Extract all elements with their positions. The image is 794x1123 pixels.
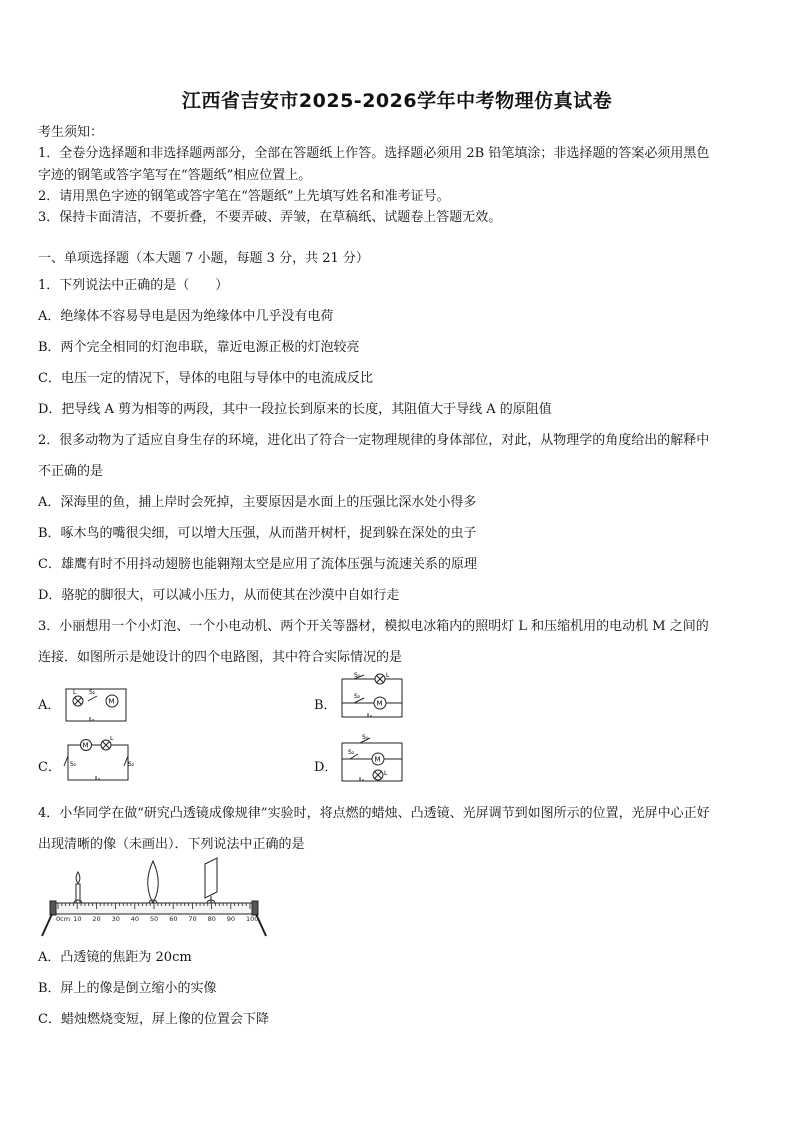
- bench-tick-label: 90: [226, 915, 236, 923]
- question-2-stem-b: 不正确的是: [38, 464, 104, 479]
- bench-tick-label: 100: [246, 915, 259, 923]
- page-title: 江西省吉安市2025-2026学年中考物理仿真试卷: [181, 90, 613, 112]
- label-L: L: [384, 770, 388, 777]
- question-2-option-b: B．啄木鸟的嘴很尖细，可以增大压强，从而凿开树杆，捉到躲在深处的虫子: [38, 526, 477, 541]
- bench-tick-label: 50: [150, 915, 159, 923]
- label-S1: S₁: [354, 672, 361, 679]
- label-M: M: [108, 697, 115, 706]
- notice-heading: 考生须知：: [38, 125, 104, 140]
- bench-tick-label: 30: [111, 915, 120, 923]
- question-1-option-a: A．绝缘体不容易导电是因为绝缘体中几乎没有电荷: [38, 309, 334, 324]
- question-3-stem-a: 3．小丽想用一个小灯泡、一个小电动机、两个开关等器材，模拟电冰箱内的照明灯 L 和压缩机用的电动机 M 之间的: [38, 619, 709, 634]
- question-2-option-c: C．雄鹰有时不用抖动翅膀也能翱翔太空是应用了流体压强与流速关系的原理: [38, 557, 477, 572]
- circuit-b-label: B．: [314, 698, 337, 713]
- label-S1: S₁: [70, 761, 77, 768]
- label-S2: S₂: [348, 749, 355, 756]
- bench-tick-label: 40: [130, 915, 140, 923]
- circuit-diagram-d: [338, 731, 406, 787]
- question-1-stem: 1．下列说法中正确的是（ ）: [38, 278, 229, 293]
- bench-tick-label: 70: [188, 915, 197, 923]
- label-L: L: [386, 672, 390, 679]
- bench-tick-label: 0cm: [56, 915, 71, 923]
- convex-lens: [148, 861, 159, 903]
- section-heading: 一、单项选择题（本大题 7 小题，每题 3 分，共 21 分）: [38, 251, 369, 266]
- circuit-d-label: D．: [314, 760, 338, 775]
- question-2-option-d: D．骆驼的脚很大，可以减小压力，从而使其在沙漠中自如行走: [38, 588, 400, 603]
- notice-item-1a: 1．全卷分选择题和非选择题两部分，全部在答题纸上作答。选择题必须用 2B 铅笔填涂；非选择题的答案必须用黑色: [38, 146, 710, 161]
- question-3-stem-b: 连接．如图所示是她设计的四个电路图，其中符合实际情况的是: [38, 650, 403, 665]
- question-4-option-c: C．蜡烛燃烧变短，屏上像的位置会下降: [38, 1012, 269, 1027]
- circuit-diagram-a: [62, 683, 130, 725]
- question-1-option-d: D．把导线 A 剪为相等的两段，其中一段拉长到原来的长度，其阻值大于导线 A 的原阻值: [38, 402, 552, 417]
- label-L: L: [110, 736, 114, 742]
- question-4-option-b: B．屏上的像是倒立缩小的实像: [38, 981, 217, 996]
- label-S2: S₂: [128, 761, 134, 768]
- bench-tick-label: 20: [92, 915, 101, 923]
- label-S1: S₁: [362, 734, 369, 741]
- notice-item-3: 3．保持卡面清洁，不要折叠，不要弄破、弄皱，在草稿纸、试题卷上答题无效。: [38, 210, 502, 225]
- circuit-diagram-c: [62, 736, 134, 786]
- bench-tick-label: 80: [207, 915, 216, 923]
- label-L: L: [73, 689, 77, 696]
- bench-tick-label: 60: [169, 915, 178, 923]
- circuit-diagram-b: [338, 671, 406, 723]
- label-M: M: [374, 755, 381, 764]
- circuit-c-label: C．: [38, 760, 61, 775]
- question-1-option-c: C．电压一定的情况下，导体的电阻与导体中的电流成反比: [38, 371, 373, 386]
- label-S2: S₂: [89, 689, 96, 696]
- bench-tick-label: 10: [73, 915, 82, 923]
- question-2-option-a: A．深海里的鱼，捕上岸时会死掉，主要原因是水面上的压强比深水处小得多: [38, 495, 477, 510]
- question-4-option-a: A．凸透镜的焦距为 20cm: [38, 950, 192, 965]
- question-4-stem-b: 出现清晰的像（未画出）．下列说法中正确的是: [38, 837, 305, 852]
- light-screen: [205, 858, 217, 898]
- label-M: M: [376, 699, 383, 708]
- question-4-stem-a: 4．小华同学在做“研究凸透镜成像规律”实验时，将点燃的蜡烛、凸透镜、光屏调节到如图所示的位置，光屏中心正好: [38, 806, 710, 821]
- question-1-option-b: B．两个完全相同的灯泡串联，靠近电源正极的灯泡较亮: [38, 340, 360, 355]
- question-2-stem-a: 2．很多动物为了适应自身生存的环境，进化出了符合一定物理规律的身体部位，对此，从物理学的角度给出的解释中: [38, 433, 710, 448]
- optical-bench-figure: [38, 856, 270, 942]
- label-S2: S₂: [354, 693, 361, 700]
- label-M: M: [82, 741, 89, 750]
- notice-item-1b: 字迹的钢笔或答字笔写在“答题纸”相应位置上。: [38, 168, 312, 183]
- circuit-a-label: A．: [38, 698, 61, 713]
- notice-item-2: 2．请用黑色字迹的钢笔或答字笔在“答题纸”上先填写姓名和准考证号。: [38, 189, 450, 204]
- candle-flame-icon: [76, 872, 80, 883]
